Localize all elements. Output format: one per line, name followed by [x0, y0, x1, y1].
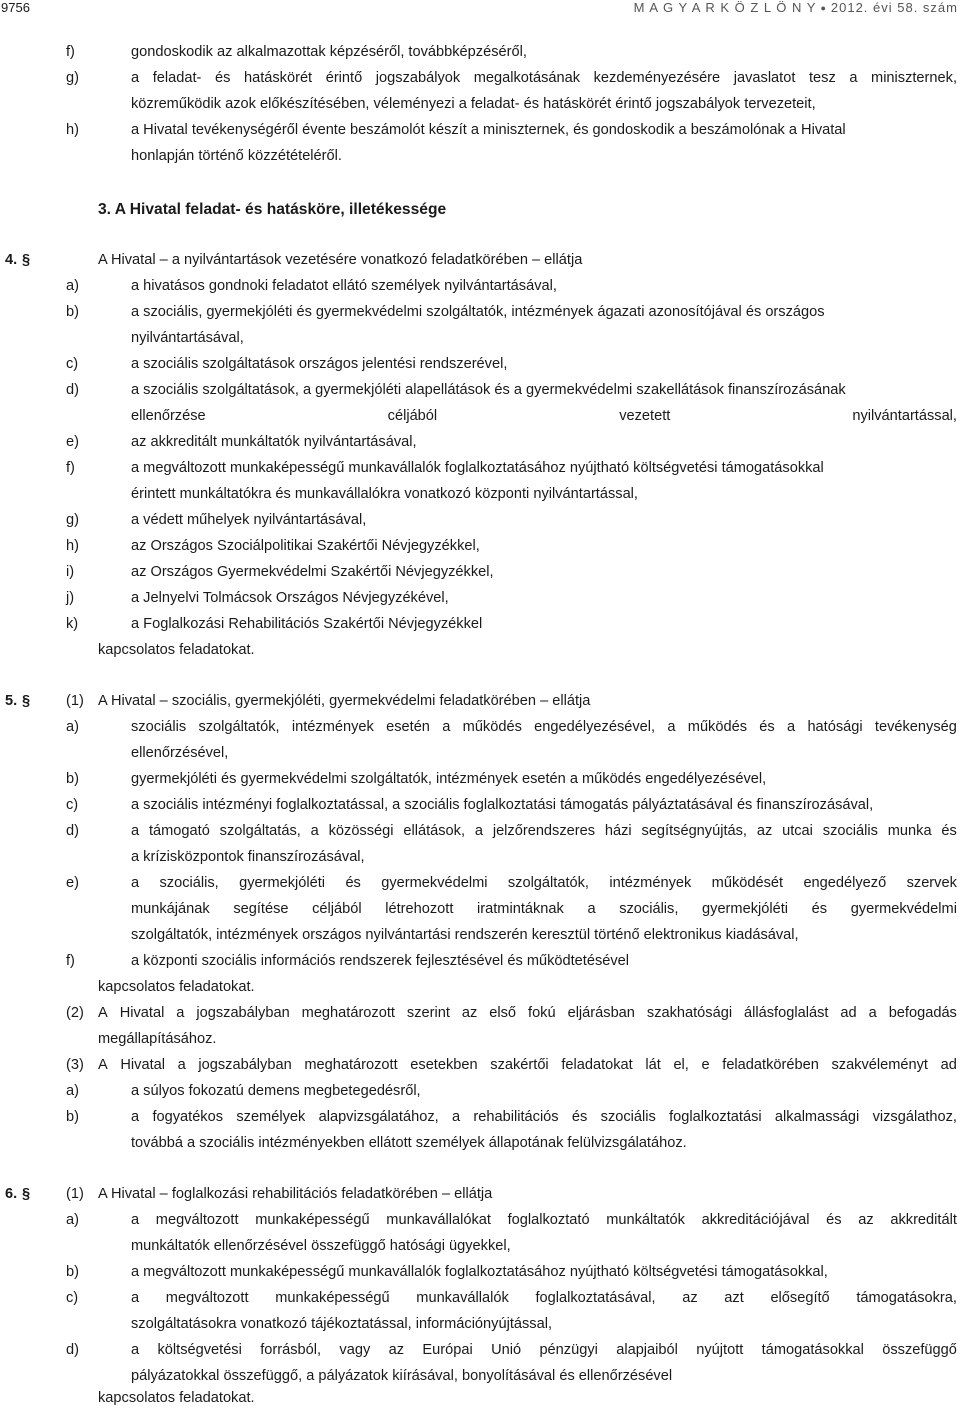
item-label: f) [66, 953, 75, 969]
paragraph-intro: A Hivatal – foglalkozási rehabilitációs feladatkörében – ellátja [98, 1186, 493, 1202]
list-item-text-line: a szociális, gyermekjóléti és gyermekvédelmi szolgáltatók, intézmények ágazati azonosítójával és országos [131, 304, 825, 320]
list-item-text-line: a megváltozott munkaképességű munkavállalókat foglalkoztató munkáltatók akkreditációjával és az akkreditált [131, 1212, 957, 1228]
list-item-text-line: munkájának segítése céljából létrehozott iratmintáknak a szociális, gyermekjóléti és gyermekvédelmi [131, 901, 957, 917]
item-label: c) [66, 356, 79, 372]
subsection-text: megállapításához. [98, 1031, 217, 1047]
list-item-text-line: a költségvetési forrásból, vagy az Európai Unió pénzügyi alapjaiból nyújtott támogatásokkal összefüggő [131, 1342, 957, 1358]
closing-text: kapcsolatos feladatokat. [98, 642, 255, 658]
item-label: j) [66, 590, 75, 606]
item-label: f) [66, 460, 75, 476]
list-item-text-line: a krízisközpontok finanszírozásával, [131, 849, 365, 865]
item-label: c) [66, 1290, 79, 1306]
list-item-text-line: pályázatokkal összefüggő, a pályázatok kiírásával, bonyolításával és ellenőrzésével [131, 1368, 673, 1384]
list-item-text-line: a megváltozott munkaképességű munkavállalók foglalkoztatásával, az azt elősegítő támogatásokra, [131, 1290, 957, 1306]
item-label: e) [66, 875, 79, 891]
list-item-text-line: nyilvántartásával, [131, 330, 244, 346]
paragraph-number: 6. [5, 1186, 18, 1202]
subsection-number: (1) [66, 693, 84, 709]
list-item-text-line: a szociális szolgáltatások országos jelentési rendszerével, [131, 356, 508, 372]
closing-text: kapcsolatos feladatokat. [98, 979, 255, 995]
list-item-text-line: a súlyos fokozatú demens megbetegedésről, [131, 1083, 421, 1099]
item-label: b) [66, 1109, 79, 1125]
item-label: d) [66, 382, 79, 398]
page-number: 9756 [1, 0, 30, 15]
list-item-text-line: közreműködik azok előkészítésében, véleményezi a feladat- és hatáskörét érintő jogszabályok tervezeteit, [131, 96, 816, 112]
section-sign: § [22, 693, 31, 709]
list-item-text-line: gondoskodik az alkalmazottak képzéséről, továbbképzéséről, [131, 44, 527, 60]
list-item-text-line: a Hivatal tevékenységéről évente beszámolót készít a miniszternek, és gondoskodik a beszámolónak a Hivatal [131, 122, 846, 138]
bullet-separator: ● [820, 3, 827, 13]
item-label: a) [66, 1212, 79, 1228]
journal-title [634, 0, 958, 15]
list-item-text-line: a megváltozott munkaképességű munkavállalók foglalkoztatásához nyújtható költségvetési támogatásokkal [131, 460, 824, 476]
paragraph-intro: A Hivatal – szociális, gyermekjóléti, gyermekvédelmi feladatkörében – ellátja [98, 693, 591, 709]
list-item-text-line: a Jelnyelvi Tolmácsok Országos Névjegyzékével, [131, 590, 449, 606]
item-label: h) [66, 122, 79, 138]
item-label: d) [66, 1342, 79, 1358]
list-item-text-line: az akkreditált munkáltatók nyilvántartásával, [131, 434, 417, 450]
list-item-text-line: a szociális, gyermekjóléti és gyermekvédelmi szolgáltatók, intézmények működését engedélyező szervek [131, 875, 957, 891]
list-item-text-line: a hivatásos gondnoki feladatot ellátó személyek nyilvántartásával, [131, 278, 557, 294]
issue-label: 2012. évi 58. szám [830, 0, 958, 15]
subsection-number: (1) [66, 1186, 84, 1202]
list-item-text-line: munkáltatók ellenőrzésével összefüggő hatósági ügyekkel, [131, 1238, 511, 1254]
subsection-intro: A Hivatal a jogszabályban meghatározott esetekben szakértői feladatokat lát el, e feladatkörében szakvéleményt ad [98, 1057, 957, 1073]
list-item-text-line: az Országos Gyermekvédelmi Szakértői Névjegyzékkel, [131, 564, 494, 580]
list-item-text-line: továbbá a szociális intézményekben ellátott személyek állapotának felülvizsgálatához. [131, 1135, 687, 1151]
item-label: a) [66, 278, 79, 294]
list-item-text-line: a feladat- és hatáskörét érintő jogszabályok megalkotásának kezdeményezésére javaslatot tesz a miniszternek, [131, 70, 957, 86]
closing-text: kapcsolatos feladatokat. [98, 1390, 255, 1406]
item-label: d) [66, 823, 79, 839]
list-item-text-line: a fogyatékos személyek alapvizsgálatához, a rehabilitációs és szociális foglalkoztatási alkalmassági vizsgálathoz, [131, 1109, 957, 1125]
section-sign: § [22, 252, 31, 268]
list-item-text-line: a központi szociális információs rendszerek fejlesztésével és működtetésével [131, 953, 630, 969]
subsection-number: (3) [66, 1057, 84, 1073]
journal-name: M A G Y A R K Ö Z L Ö N Y [633, 0, 817, 15]
item-label: b) [66, 304, 79, 320]
section-heading: 3. A Hivatal feladat- és hatásköre, illetékessége [98, 201, 447, 218]
item-label: b) [66, 1264, 79, 1280]
item-label: g) [66, 512, 79, 528]
paragraph-number: 5. [5, 693, 18, 709]
list-item-text-line: érintett munkáltatókra és munkavállalókra vonatkozó központi nyilvántartással, [131, 486, 638, 502]
paragraph-intro: A Hivatal – a nyilvántartások vezetésére vonatkozó feladatkörében – ellátja [98, 252, 583, 268]
item-label: i) [66, 564, 75, 580]
list-item-text-line: az Országos Szociálpolitikai Szakértői Névjegyzékkel, [131, 538, 480, 554]
paragraph-number: 4. [5, 252, 18, 268]
list-item-text-line: a szociális szolgáltatások, a gyermekjóléti alapellátások és a gyermekvédelmi szakellátások finanszírozásának [131, 382, 846, 398]
list-item-text-line: ellenőrzése céljából vezetett nyilvántartással, [131, 408, 957, 424]
list-item-text-line: a szociális intézményi foglalkoztatással, a szociális foglalkoztatási támogatás pályáztatásával és finanszírozásával, [131, 797, 874, 813]
item-label: b) [66, 771, 79, 787]
item-label: e) [66, 434, 79, 450]
subsection-number: (2) [66, 1005, 84, 1021]
item-label: f) [66, 44, 75, 60]
list-item-text-line: szolgáltatók, intézmények országos nyilvántartási rendszerén keresztül történő elektronikus kiadásával, [131, 927, 799, 943]
list-item-text-line: szolgáltatásokra vonatkozó tájékoztatással, információnyújtással, [131, 1316, 553, 1332]
item-label: k) [66, 616, 79, 632]
list-item-text-line: ellenőrzésével, [131, 745, 229, 761]
list-item-text-line: gyermekjóléti és gyermekvédelmi szolgáltatók, intézmények esetén a működés engedélyezésével, [131, 771, 767, 787]
list-item-text-line: a Foglalkozási Rehabilitációs Szakértői Névjegyzékkel [131, 616, 483, 632]
section-sign: § [22, 1186, 31, 1202]
list-item-text-line: szociális szolgáltatók, intézmények esetén a működés engedélyezésével, a működés és a hatósági tevékenység [131, 719, 957, 735]
item-label: c) [66, 797, 79, 813]
list-item-text-line: a védett műhelyek nyilvántartásával, [131, 512, 367, 528]
list-item-text-line: a megváltozott munkaképességű munkavállalók foglalkoztatásához nyújtható költségvetési támogatásokkal, [131, 1264, 828, 1280]
item-label: a) [66, 1083, 79, 1099]
item-label: h) [66, 538, 79, 554]
item-label: a) [66, 719, 79, 735]
subsection-text: A Hivatal a jogszabályban meghatározott szerint az első fokú eljárásban szakhatósági állásfoglalást ad a befogadás [98, 1005, 957, 1021]
page-header [0, 0, 960, 16]
item-label: g) [66, 70, 79, 86]
list-item-text-line: honlapján történő közzétételéről. [131, 148, 342, 164]
list-item-text-line: a támogató szolgáltatás, a közösségi ellátások, a jelzőrendszeres házi segítségnyújtás, az utcai szociális munka és [131, 823, 957, 839]
